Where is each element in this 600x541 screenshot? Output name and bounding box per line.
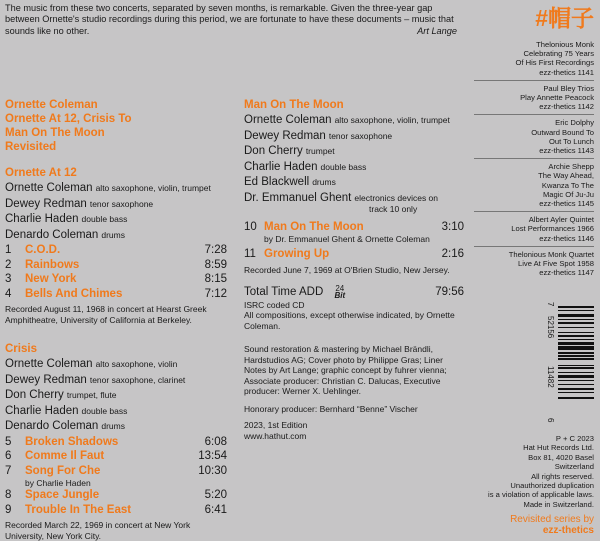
barcode-bars (558, 306, 594, 426)
musician-instrument: tenor saxophone (328, 130, 393, 141)
track-duration: 3:10 (441, 220, 464, 233)
musician (244, 129, 464, 145)
musician (5, 228, 227, 244)
series-line: ezz-thetics 1146 (539, 233, 594, 243)
musician-name: Don Cherry (5, 389, 64, 401)
track-title: Man On The Moon (264, 220, 364, 233)
total-time-label: Total Time ADD (244, 286, 324, 299)
musician-instrument: double bass (81, 405, 128, 416)
track-number: 7 (5, 464, 12, 477)
track-title: Trouble In The East (25, 503, 132, 516)
series-line: The Way Ahead, (538, 171, 594, 181)
legal-line: Unauthorized duplication (510, 481, 594, 491)
series-footer-line2: ezz-thetics (542, 525, 594, 536)
musician (5, 357, 227, 373)
track-title: Growing Up (264, 248, 330, 260)
track-row (5, 258, 227, 273)
production-credits: Sound restoration & mastering by Michael Brändli, Hardstudios AG; Cover photo by Philippe Gras; Liner Notes by Art Lange; graphic concept by fuhrer vienna; Associate producer: Christian C. Dalucas, Executive producer: Werner X. Uehlinger. (244, 344, 447, 397)
legal-line: Hat Hut Records Ltd. (523, 443, 594, 453)
musician-name: Dewey Redman (244, 129, 326, 142)
track-row (5, 243, 227, 258)
series-line: Lost Performances 1966 (511, 224, 594, 234)
musician-name: Charlie Haden (5, 213, 79, 225)
left-column (5, 98, 227, 541)
24bit-logo (334, 285, 345, 299)
barcode-digit-group: 7 (546, 302, 555, 307)
section-title: Ornette At 12 (5, 167, 77, 179)
barcode-bar (558, 327, 594, 328)
honorary-producer: Honorary producer: Bernhard “Benne” Vischer (244, 403, 418, 414)
bit-word: Bit (334, 291, 346, 300)
track-number: 5 (5, 435, 12, 448)
series-line: Albert Ayler Quintet (528, 215, 594, 225)
intro-paragraph: The music from these two concerts, separated by seven months, is remarkable. Given the three-year gap between Ornette's studio recordings during this period, we are fortunate to have these documents – music that sounds like no other. (5, 3, 454, 36)
album-title-line: Man On The Moon (5, 127, 105, 139)
barcode-bar (558, 355, 594, 356)
total-time-row (244, 285, 464, 300)
track-duration: 8:59 (204, 258, 227, 271)
barcode-bar (558, 375, 594, 379)
series-line: ezz-thetics 1143 (539, 146, 594, 156)
series-line: ezz-thetics 1145 (539, 199, 594, 209)
series-line: Paul Bley Trios (543, 83, 594, 93)
barcode-bar (558, 380, 594, 381)
series-footer-line1: Revisited series by (510, 514, 594, 525)
series-line: Eric Dolphy (555, 118, 594, 128)
series-line: ezz-thetics 1147 (539, 268, 594, 278)
series-line: ezz-thetics 1141 (539, 67, 594, 77)
middle-column (244, 98, 464, 441)
track-composer: by Charlie Haden (25, 478, 91, 488)
barcode-bar (558, 358, 594, 360)
legal-line: P + C 2023 (555, 434, 594, 443)
track-row (244, 247, 464, 262)
musician (5, 181, 227, 197)
musician-name: Ornette Coleman (5, 182, 93, 194)
barcode-bar (558, 332, 594, 333)
track-number: 1 (5, 244, 12, 256)
section-title: Man On The Moon (244, 99, 344, 111)
series-line: ezz-thetics 1142 (539, 102, 594, 112)
isrc-note: ISRC coded CD (244, 299, 305, 310)
barcode-bar (558, 384, 594, 385)
barcode (545, 302, 595, 430)
barcode-bar (558, 397, 594, 399)
track-duration: 7:28 (204, 244, 227, 256)
series-line: Thelonious Monk Quartet (508, 249, 594, 259)
musician-name: Dewey Redman (5, 373, 87, 386)
series-line: Thelonious Monk (536, 40, 594, 49)
musician-list (5, 181, 227, 243)
series-line: Archie Shepp (548, 162, 594, 172)
musician-instrument: alto saxophone, violin (95, 359, 178, 369)
barcode-bar (558, 314, 594, 318)
recording-note: Recorded August 11, 1968 in concert at Hearst Greek Amphitheatre, University of California at Berkeley. (5, 304, 207, 325)
track-duration: 7:12 (204, 287, 227, 300)
track-row (5, 488, 227, 503)
musician-name: Ornette Coleman (5, 358, 93, 370)
legal-line: All rights reserved. (531, 471, 594, 481)
musician (5, 404, 227, 420)
series-entry (474, 40, 594, 77)
track-title: Comme Il Faut (25, 450, 105, 462)
track-title: Space Jungle (25, 489, 100, 501)
barcode-bar (558, 306, 594, 308)
legal-line: Made in Switzerland. (523, 499, 594, 509)
series-line: Play Annette Peacock (520, 93, 594, 103)
musician (5, 419, 227, 435)
legal-line: is a violation of applicable laws. (488, 490, 594, 500)
track-row (5, 449, 227, 464)
barcode-bar (558, 367, 594, 369)
series-line: Magic Of Ju-Ju (542, 189, 594, 199)
series-list (474, 40, 594, 280)
musician-instrument: drums (101, 229, 125, 240)
divider (474, 158, 594, 159)
barcode-bar (558, 339, 594, 340)
track-duration: 6:41 (204, 503, 227, 516)
section-title: Crisis (5, 343, 37, 355)
track-title: Broken Shadows (25, 435, 119, 448)
track-number: 6 (5, 450, 12, 462)
legal-line: Switzerland (554, 462, 594, 472)
track-number: 3 (5, 273, 12, 285)
album-title-line: Ornette At 12, Crisis To (5, 113, 132, 125)
musician-name: Charlie Haden (5, 404, 79, 417)
track-row (5, 503, 227, 518)
track-list (244, 220, 464, 262)
legal-block (444, 434, 594, 509)
bit-number: 24 (335, 284, 345, 293)
musician (244, 144, 464, 160)
barcode-bar (558, 342, 594, 344)
musician-instrument: double bass (81, 214, 128, 224)
musician-instrument: alto saxophone, violin, trumpet (334, 115, 450, 125)
musician-name: Dr. Emmanuel Ghent (244, 191, 352, 204)
musician-name: Denardo Coleman (5, 420, 99, 432)
musician (5, 197, 227, 213)
musician-name: Don Cherry (244, 145, 303, 157)
musician-instrument: drums (312, 177, 336, 187)
series-entry (474, 250, 594, 278)
total-time-value: 79:56 (435, 286, 464, 298)
track-number: 9 (5, 503, 12, 516)
album-title (5, 98, 227, 154)
track-row (244, 220, 464, 235)
album-title-line: Ornette Coleman (5, 99, 98, 111)
series-line: Kwanza To The (541, 180, 594, 190)
barcode-bar (558, 335, 594, 337)
track-number: 4 (5, 287, 12, 300)
track-duration: 6:08 (204, 435, 227, 448)
track-number: 8 (5, 489, 12, 501)
barcode-bar (558, 392, 594, 393)
series-entry (474, 84, 594, 112)
track-duration: 8:15 (204, 273, 227, 285)
musician (244, 175, 464, 191)
musician (5, 212, 227, 228)
legal-line: Box 81, 4020 Basel (528, 452, 594, 462)
track-row (5, 272, 227, 287)
series-line: Out To Lunch (548, 136, 594, 146)
musician (244, 160, 464, 176)
musician (5, 373, 227, 389)
musician-name: Denardo Coleman (5, 228, 99, 241)
track-duration: 5:20 (204, 489, 227, 501)
musician-list (5, 357, 227, 435)
musician-name: Charlie Haden (244, 160, 318, 173)
series-line: Celebrating 75 Years (523, 49, 594, 59)
series-line: Of His First Recordings (515, 58, 594, 68)
track-composer: by Dr. Emmanuel Ghent & Ornette Coleman (264, 234, 430, 244)
track-title: New York (25, 273, 77, 285)
brand-logo: #帽子 (535, 5, 594, 31)
series-line: Live At Five Spot 1958 (518, 259, 594, 269)
musician-instrument: trumpet (305, 146, 335, 156)
barcode-digits (545, 302, 555, 430)
series-entry (474, 162, 594, 208)
track-duration: 10:30 (198, 464, 227, 477)
musician-instrument: electronics devices on (354, 192, 439, 203)
track-title: Bells And Chimes (25, 287, 123, 300)
intro-credit: Art Lange (417, 25, 457, 36)
musician (5, 388, 227, 404)
musician-instrument: tenor saxophone, clarinet (89, 374, 186, 385)
musician-instrument-continued: track 10 only (369, 204, 418, 214)
compositions-note: All compositions, except otherwise indicated, by Ornette Coleman. (244, 310, 455, 331)
track-duration: 2:16 (441, 248, 464, 260)
barcode-bar (558, 319, 594, 320)
track-title: C.O.D. (25, 244, 61, 256)
edition-note: 2023, 1st Edition (244, 420, 308, 431)
divider (474, 211, 594, 212)
series-line: Outward Bound To (531, 127, 594, 137)
track-title: Song For Che (25, 464, 101, 477)
track-title: Rainbows (25, 258, 80, 271)
recording-note: Recorded March 22, 1969 in concert at New York University, New York City. (5, 520, 191, 541)
barcode-bar (558, 310, 594, 311)
intro-text (5, 3, 465, 37)
musician-name: Dewey Redman (5, 197, 87, 210)
musician-name: Ornette Coleman (244, 114, 332, 126)
barcode-digit-group: 11482 (546, 366, 555, 388)
track-list (5, 243, 227, 301)
musician-instrument: double bass (320, 161, 367, 172)
track-number: 2 (5, 258, 12, 271)
barcode-bar (558, 388, 594, 390)
track-row (5, 464, 227, 479)
track-duration: 13:54 (198, 450, 227, 462)
musician (244, 191, 464, 207)
album-title-line: Revisited (5, 141, 57, 153)
musician-name: Ed Blackwell (244, 176, 310, 188)
track-list (5, 435, 227, 518)
musician-instrument: drums (101, 421, 125, 431)
series-entry (474, 215, 594, 243)
divider (474, 114, 594, 115)
musician-instrument: tenor saxophone (89, 198, 154, 209)
website: www.hathut.com (244, 430, 307, 441)
barcode-digit-group: 6 (546, 418, 555, 423)
musician (244, 113, 464, 129)
track-number: 11 (244, 248, 256, 260)
musician-instrument: alto saxophone, violin, trumpet (95, 183, 211, 193)
recording-note: Recorded June 7, 1969 at O'Brien Studio, New Jersey. (244, 264, 450, 275)
track-number: 10 (244, 220, 257, 233)
track-row (5, 287, 227, 302)
musician-instrument: trumpet, flute (66, 390, 117, 400)
series-entry (474, 118, 594, 155)
barcode-bar (558, 346, 594, 350)
barcode-bar (558, 352, 594, 354)
divider (474, 80, 594, 81)
track-row (5, 435, 227, 450)
barcode-bar (558, 365, 594, 366)
barcode-bar (558, 372, 594, 373)
divider (474, 246, 594, 247)
barcode-digit-group: 52156 (546, 316, 555, 339)
musician-list (244, 113, 464, 215)
barcode-bar (558, 322, 594, 324)
series-footer (510, 514, 594, 536)
